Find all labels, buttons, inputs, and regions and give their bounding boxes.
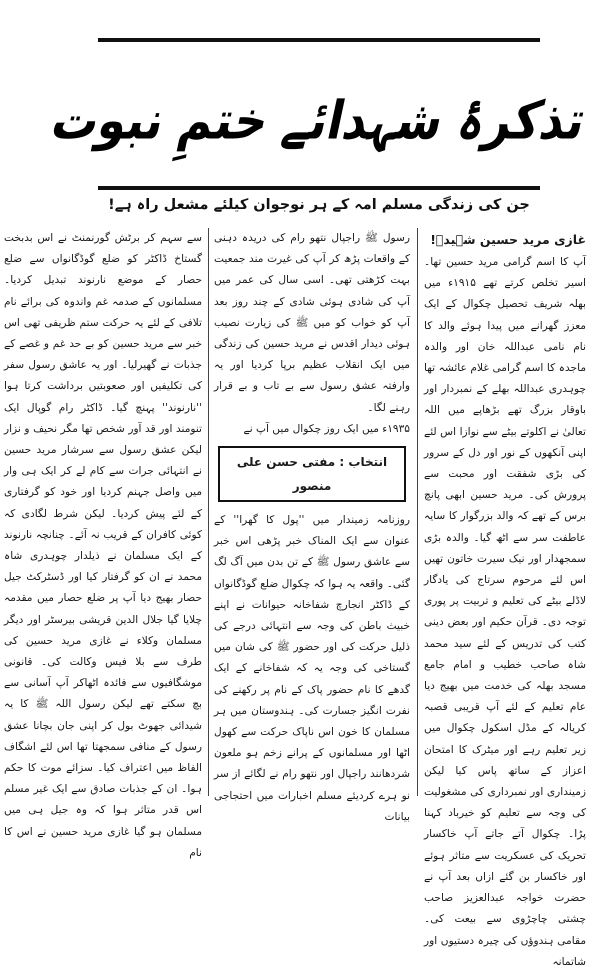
- column-left: [4, 228, 202, 859]
- masthead: [46, 80, 592, 160]
- subtitle: جن کی زندگی مسلم امہ کے ہر نوجوان کیلئے مشعل راہ ہے!: [108, 197, 530, 213]
- masthead-title: تذکرۂ شہدائے ختمِ نبوت: [46, 88, 592, 152]
- article-body-middle-bottom: روزنامہ زمیندار میں ''پول کا گھرا'' کے عنوان سے ایک المناک خبر پڑھی اس خبر سے عاشق رسول ﷺ کے تن بدن میں آگ لگ گئی۔ واقعہ یہ ہوا کہ چکوال ضلع گوڈگانواں کے ڈاکٹر انجارچ شفاخانہ حیوانات نے اپنے خبیث باطن کی وجہ سے انتہائی درجے کی ذلیل حرکت کی اور حضور ﷺ کی شان میں گستاخی کی وجہ یہ کہ شفاخانے کے ایک گدھے کا نام حضور پاک کے نام پر رکھنے کی نفرت انگیز جسارت کی۔ ہندوستان میں ہر مسلمان کا خون اس ناپاک حرکت سے کھول اٹھا اور مسلمانوں کے پرانے زخم ہو ملعون شردھانند راجپال اور نتھو رام نے لگائے از سر نو ہرے کردیئے مسلم اخبارات میں احتجاجی بیانات: [214, 514, 410, 823]
- column-divider: [208, 228, 209, 796]
- column-middle: [214, 228, 410, 823]
- compiler-credit-box: انتخاب : مفتی حسن علی منصور: [218, 446, 406, 502]
- masthead-bottom-rule: [98, 186, 540, 190]
- column-divider: [417, 228, 418, 796]
- article-body-right: آپ کا اسم گرامی مرید حسین تھا۔ اسیر تخلص کرتے تھے ۱۹۱۵ء میں بھلہ شریف تحصیل چکوال کے ایک معزز گھرانے میں پیدا ہوئے والد کا نام نامی عبداللہ خان اور والدہ ماجدہ کا اسم گرامی غلام عائشہ تھا چوہدری عبداللہ بھلے کے نمبردار اور باوقار بزرگ تھے بڑھاپے میں اللہ تعالیٰ نے اکلوتے بیٹے سے نوازا اس لئے اپنی آنکھوں کے نور اور دل کے سرور کی بڑی شفقت اور محبت سے پرورش کی۔ مرید حسین ابھی پانچ برس کے تھے کہ والد بزرگوار کا سایہ عاطفت سر سے اٹھ گیا۔ والدہ بڑی سمجھدار اور نیک سیرت خاتون تھیں اس لئے مرحوم سرتاج کی یادگار لاڈلے بیٹے کی تعلیم و تربیت پر پوری توجہ دی۔ قرآن حکیم اور بعض دینی کتب کی تدریس کے لئے سید محمد شاہ صاحب خطیب و امام جامع مسجد بھلہ کی خدمت میں بھیج دیا عام تعلیم کے لئے آپ قریبی قصبہ کریالہ کے مڈل اسکول چکوال میں زیر تعلیم رہے اور میٹرک کا امتحان اعزاز کے ساتھ پاس کیا لیکن زمینداری اور نمبرداری کی مشغولیت کی وجہ سے تعلیم کو خیرباد کہنا پڑا۔ چکوال آتے جاتے آپ خاکسار تحریک کی عسکریت سے متاثر ہوئے اور خاکسار بن گئے ازاں بعد آپ نے حضرت خواجہ عبدالعزیز صاحب چشتی چاچڑوی سے بیعت کی۔ مقامی ہندوؤں کی چیرہ دستیوں اور شاتمانہ: [424, 256, 586, 968]
- top-rule: [98, 38, 540, 42]
- article-heading: غازی مرید حسین شہیدؒ!: [430, 232, 586, 247]
- article-body-left: سے سہم کر برٹش گورنمنٹ نے اس بدبخت گستاخ ڈاکٹر کو ضلع گوڈگانواں سے ضلع حصار کے موضع نارنوند تبدیل کردیا۔ مسلمانوں کے صدمہ غم واندوہ کی برائے نام تلافی کے لئے یہ حرکت ستم ظریفی تھی اس خبر سے مرید حسین کو بے حد غم و غصے کے جذبات نے گھیرلیا۔ اور یہ عاشق رسول سفر کی تکلیفیں اور صعوبتیں برداشت کرتا ہوا ''نارنوند'' پہنچ گیا۔ ڈاکٹر رام گوپال ایک تنومند اور قد آور شخص تھا مگر نحیف و نزار لیکن عشق رسول سے سرشار مرید حسین نے انتہائی جرات سے کام لے کر ایک ہی وار میں واصل جہنم کردیا اور خود کو گرفتاری کے لئے پیش کردیا۔ لیکن شرط لگادی کہ کوئی کافران کے قریب نہ آئے۔ چنانچہ نارنوند کے ایک مسلمان نے ذیلدار چوہدری شاہ محمد نے ان کو گرفتار کیا اور ڈسٹرکٹ جیل حصار بھیج دیا آپ پر ضلع حصار میں مقدمہ چلایا گیا جلال الدین قریشی بیرسٹر اور دیگر مسلمان وکلاء نے غازی مرید حسین کی طرف سے بلا فیس وکالت کی۔ قانونی موشگافیوں سے فائدہ اٹھاکر آپ آسانی سے بچ سکتے تھے لیکن رسول اللہ ﷺ کا یہ شیدائی جھوٹ بول کر اپنی جان بچانا عشق رسول کے منافی سمجھتا تھا اس لئے اشگاف الفاظ میں اعتراف کیا۔ سزائے موت کا حکم ہوا۔ ان کے جذبات صادق سے ایک غیر مسلم اس قدر متاثر ہوا کہ وہ جیل ہی میں مسلمان ہو گیا غازی مرید حسین نے اس کا نام: [4, 232, 202, 859]
- article-body-middle-top: رسول ﷺ راجپال نتھو رام کی دریدہ دہنی کے واقعات پڑھ کر آپ کی غیرت مند جمعیت بہت کڑھتی تھی۔ اسی سال کی عمر میں آپ کی شادی ہوئی شادی کے چند روز بعد آپ کو خواب کو میں ﷺ کی زیارت نصیب ہوئی دیدار اقدس نے مرید حسین کی زندگی میں ایک انقلاب عظیم برپا کردیا اور یہ وارفتہ عشق رسول سے بے تاب و بے قرار رہنے لگا۔: [214, 232, 410, 414]
- article-body-middle-date: ۱۹۳۵ء میں ایک روز چکوال میں آپ نے: [243, 422, 410, 435]
- column-right: [424, 228, 586, 968]
